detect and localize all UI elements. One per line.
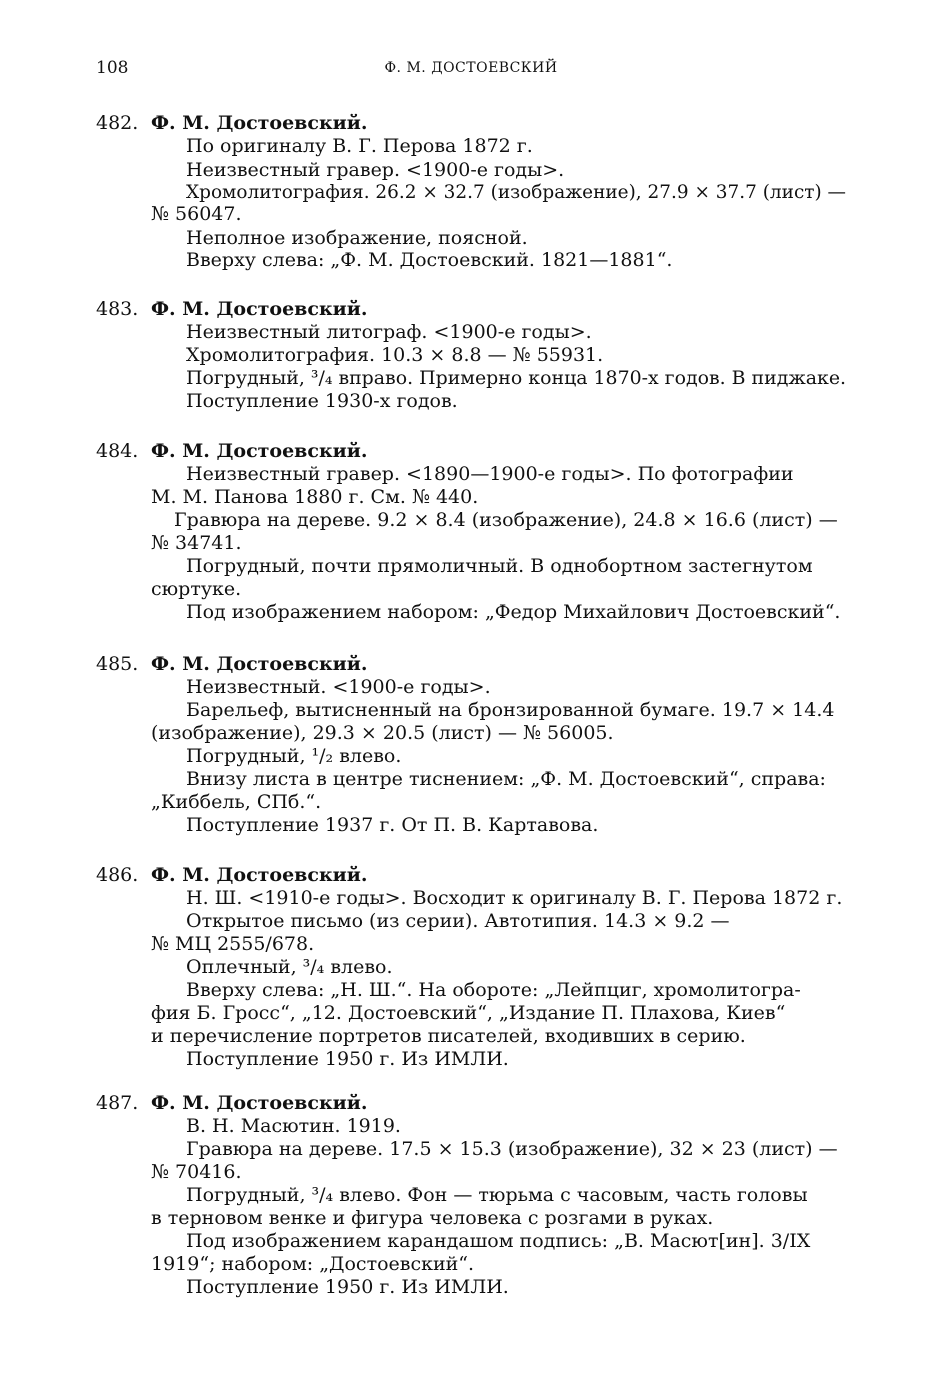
entry-line: фия Б. Гросс“, „12. Достоевский“, „Издание П. Плахова, Киев“ — [151, 1002, 786, 1024]
running-head: Ф. М. ДОСТОЕВСКИЙ — [384, 60, 558, 76]
entry-line: Оплечный, ³/₄ влево. — [186, 956, 393, 978]
entry-line: Погрудный, ¹/₂ влево. — [186, 745, 402, 767]
entry-line: Гравюра на дереве. 17.5 × 15.3 (изображение), 32 × 23 (лист) — — [186, 1138, 838, 1160]
entry-number: 487. — [96, 1092, 139, 1114]
entry-line: Под изображением карандашом подпись: „В. Масют[ин]. 3/IX — [186, 1230, 811, 1252]
entry-line: Н. Ш. <1910-е годы>. Восходит к оригиналу В. Г. Перова 1872 г. — [186, 887, 843, 909]
entry-heading — [96, 112, 367, 134]
entry-title: Ф. М. Достоевский. — [151, 864, 368, 886]
entry-line: Барельеф, вытисненный на бронзированной бумаге. 19.7 × 14.4 — [186, 699, 835, 721]
entry-number: 485. — [96, 653, 139, 675]
entry-line: Поступление 1930-х годов. — [186, 390, 458, 412]
entry-line: Гравюра на дереве. 9.2 × 8.4 (изображение), 24.8 × 16.6 (лист) — — [174, 509, 838, 531]
entry-line: М. М. Панова 1880 г. См. № 440. — [151, 486, 479, 508]
entry-line: Погрудный, ³/₄ влево. Фон — тюрьма с часовым, часть головы — [186, 1184, 808, 1206]
page-number: 108 — [96, 58, 129, 78]
entry-line: (изображение), 29.3 × 20.5 (лист) — № 56005. — [151, 722, 614, 744]
entry-line: № 56047. — [151, 203, 242, 225]
entry-line: Поступление 1950 г. Из ИМЛИ. — [186, 1048, 509, 1070]
entry-number: 482. — [96, 112, 139, 134]
entry-line: Вверху слева: „Н. Ш.“. На обороте: „Лейпциг, хромолитогра- — [186, 979, 801, 1001]
entry-line: Под изображением набором: „Федор Михайлович Достоевский“. — [186, 601, 841, 623]
entry-line: Хромолитография. 26.2 × 32.7 (изображение), 27.9 × 37.7 (лист) — — [186, 181, 847, 203]
entry-number: 484. — [96, 440, 139, 462]
entry-title: Ф. М. Достоевский. — [151, 440, 368, 462]
entry-heading — [96, 440, 367, 462]
entry-heading — [96, 864, 367, 886]
entry-line: Неизвестный литограф. <1900-е годы>. — [186, 321, 592, 343]
entry-line: Поступление 1950 г. Из ИМЛИ. — [186, 1276, 509, 1298]
entry-title: Ф. М. Достоевский. — [151, 112, 368, 134]
entry-line: По оригиналу В. Г. Перова 1872 г. — [186, 135, 533, 157]
entry-line: 1919“; набором: „Достоевский“. — [151, 1253, 475, 1275]
entry-line: Неизвестный гравер. <1900-е годы>. — [186, 159, 565, 181]
entry-number: 483. — [96, 298, 139, 320]
entry-line: Неполное изображение, поясной. — [186, 227, 528, 249]
entry-line: Поступление 1937 г. От П. В. Картавова. — [186, 814, 599, 836]
entry-line: в терновом венке и фигура человека с розгами в руках. — [151, 1207, 714, 1229]
entry-line: и перечисление портретов писателей, входивших в серию. — [151, 1025, 746, 1047]
entry-heading — [96, 1092, 367, 1114]
entry-line: Открытое письмо (из серии). Автотипия. 14.3 × 9.2 — — [186, 910, 730, 932]
entry-line: № 70416. — [151, 1161, 242, 1183]
entry-line: Погрудный, почти прямоличный. В однобортном застегнутом — [186, 555, 813, 577]
entry-title: Ф. М. Достоевский. — [151, 653, 368, 675]
entry-title: Ф. М. Достоевский. — [151, 298, 368, 320]
entry-line: Неизвестный. <1900-е годы>. — [186, 676, 491, 698]
entry-line: Погрудный, ³/₄ вправо. Примерно конца 1870-х годов. В пиджаке. — [186, 367, 847, 389]
entry-number: 486. — [96, 864, 139, 886]
page-header — [96, 58, 846, 82]
entry-line: „Киббель, СПб.“. — [151, 791, 322, 813]
entry-heading — [96, 653, 367, 675]
entry-line: Неизвестный гравер. <1890—1900-е годы>. По фотографии — [186, 463, 794, 485]
entry-line: № МЦ 2555/678. — [151, 933, 315, 955]
entry-line: Хромолитография. 10.3 × 8.8 — № 55931. — [186, 344, 604, 366]
entry-line: № 34741. — [151, 532, 242, 554]
entry-title: Ф. М. Достоевский. — [151, 1092, 368, 1114]
entry-line: Внизу листа в центре тиснением: „Ф. М. Достоевский“, справа: — [186, 768, 826, 790]
entry-line: Вверху слева: „Ф. М. Достоевский. 1821—1881“. — [186, 249, 673, 271]
entry-line: В. Н. Масютин. 1919. — [186, 1115, 401, 1137]
entry-line: сюртуке. — [151, 578, 242, 600]
entry-heading — [96, 298, 367, 320]
